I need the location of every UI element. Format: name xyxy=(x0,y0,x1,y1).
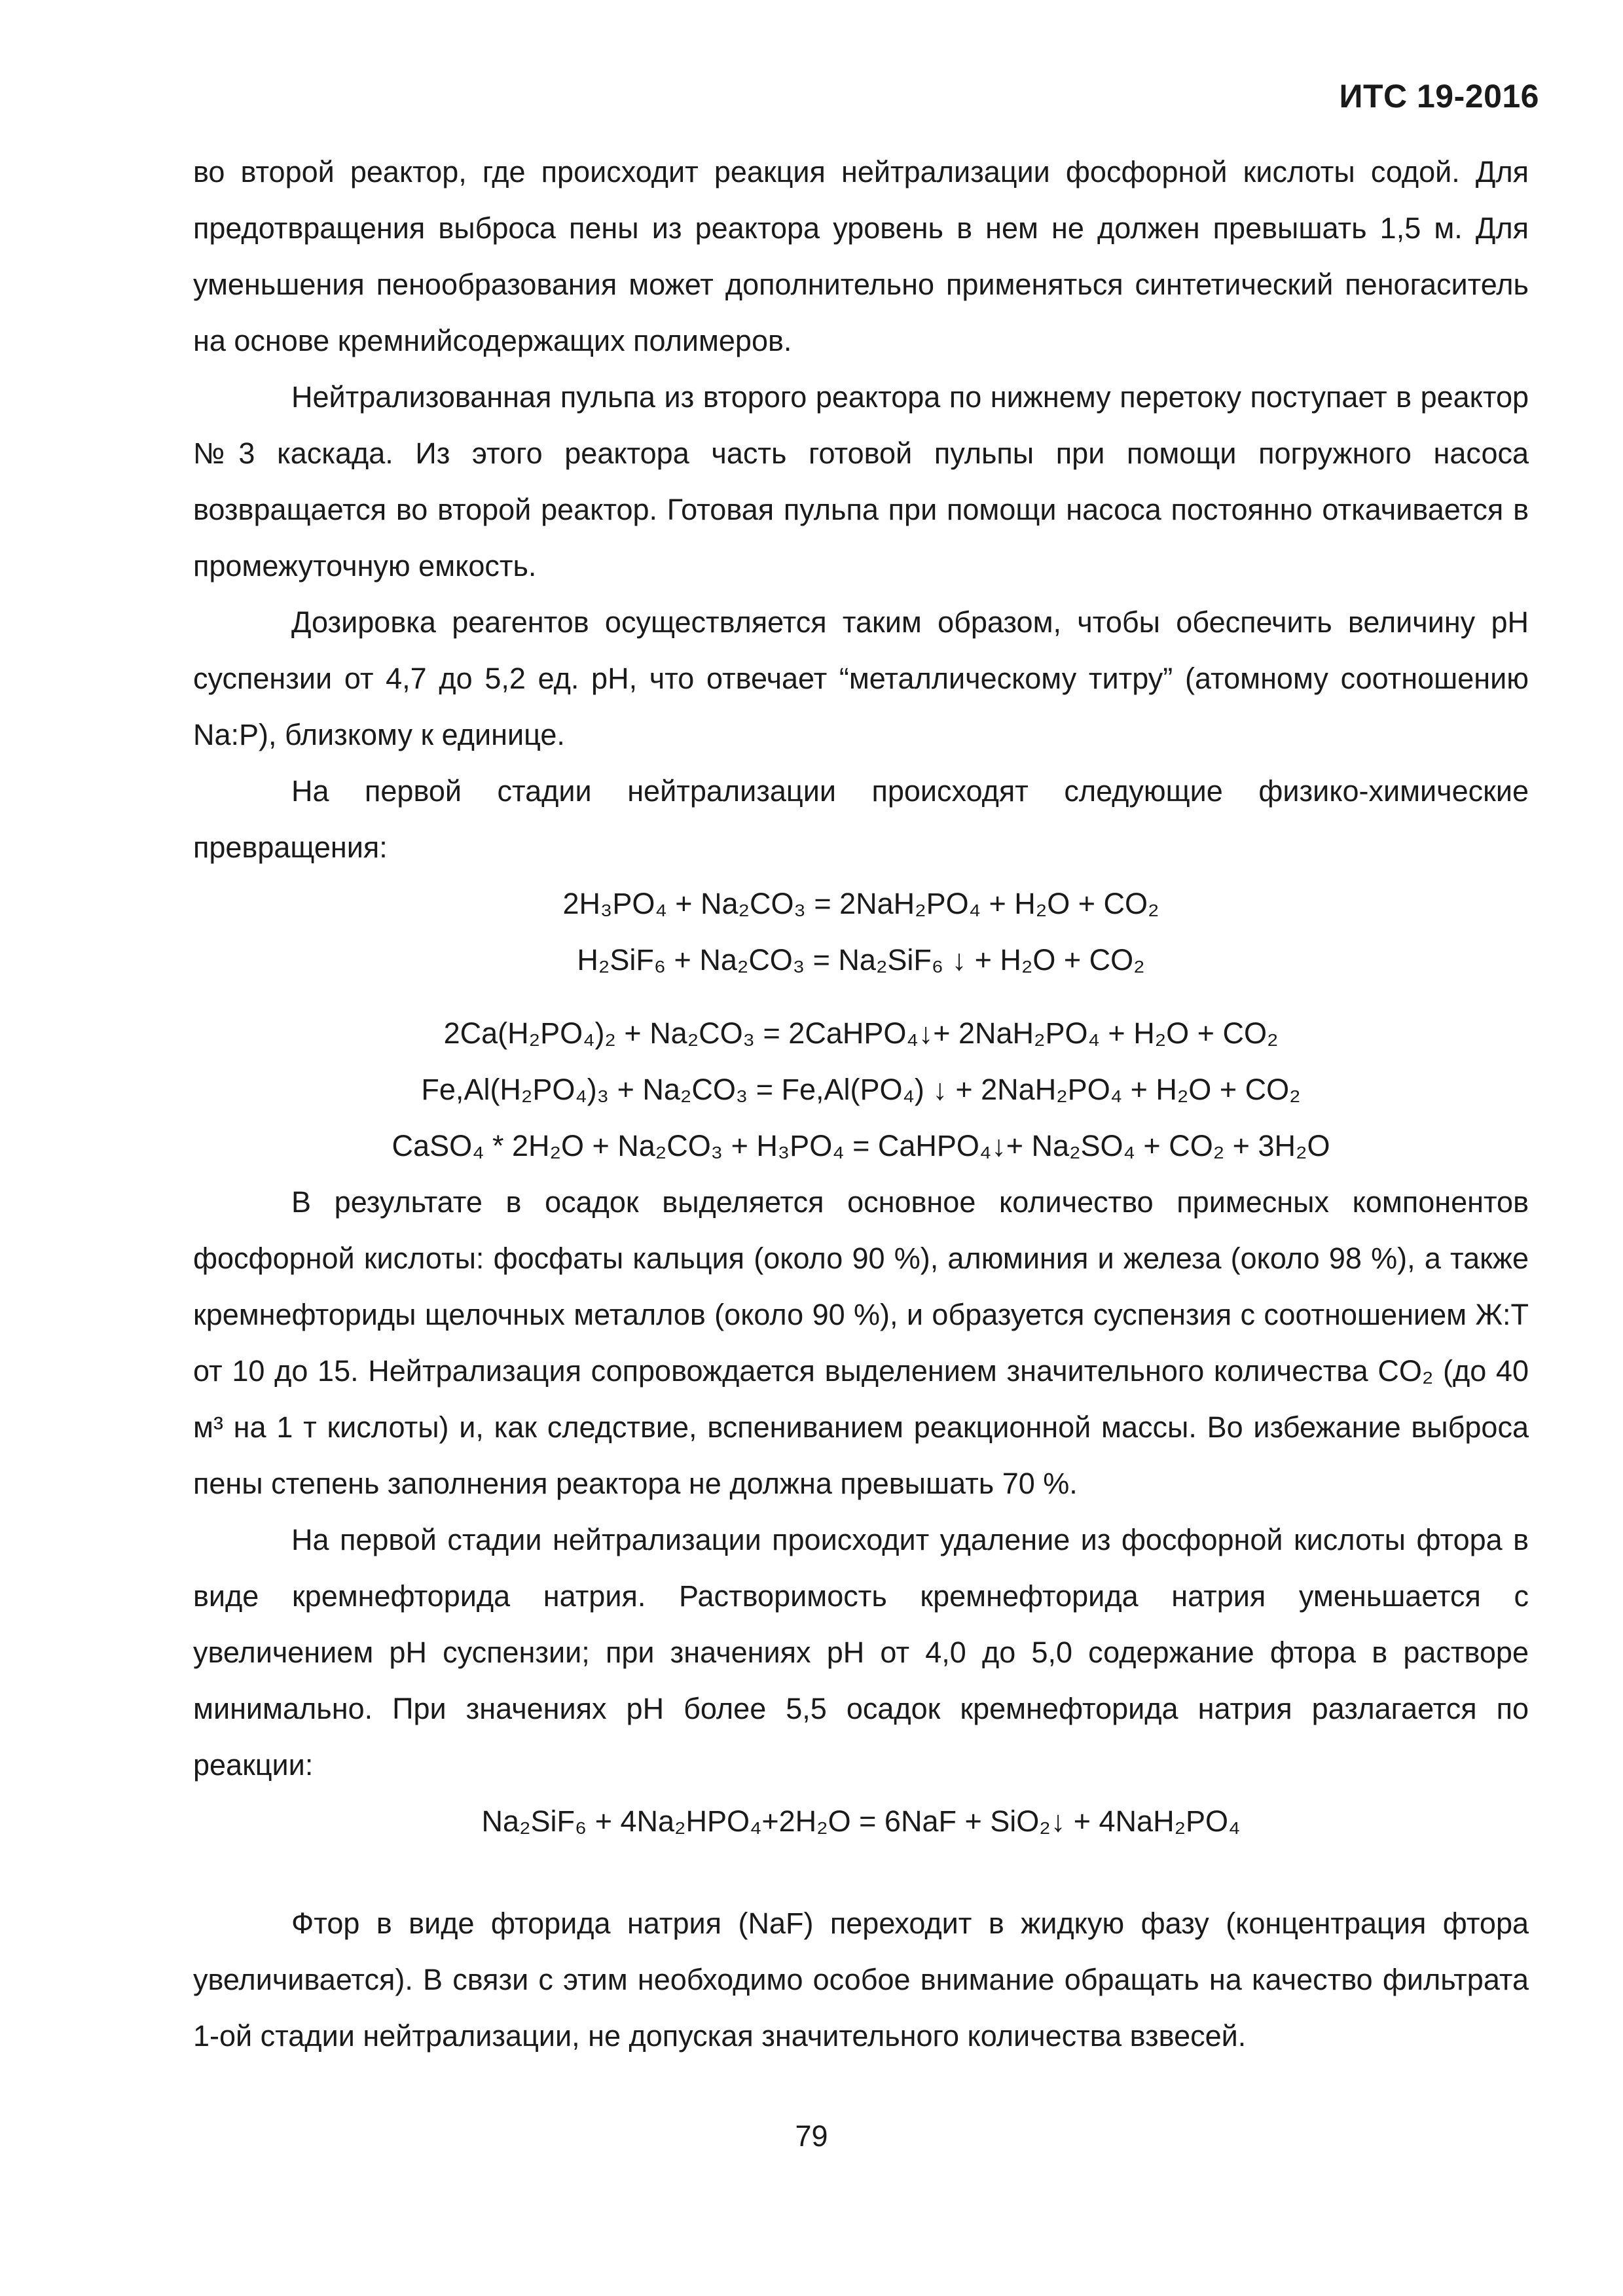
paragraph-6: На первой стадии нейтрализации происходит удаление из фосфорной кислоты фтора в виде кремнефторида натрия. Растворимость кремнефторида натрия уменьшается с увеличением pH суспензии; при значениях pH от 4,0 до 5,0 содержание фтора в растворе минимально. При значениях pH более 5,5 осадок кремнефторида натрия разлагается по реакции: xyxy=(193,1523,1529,1782)
equation-2: H₂SiF₆ + Na₂CO₃ = Na₂SiF₆ ↓ + H₂O + CO₂ xyxy=(577,943,1145,977)
paragraph-7: Фтор в виде фторида натрия (NaF) переходит в жидкую фазу (концентрация фтора увеличивается). В связи с этим необходимо особое внимание обращать на качество фильтрата 1-ой стадии нейтрализации, не допуская значительного количества взвесей. xyxy=(193,1907,1529,2053)
equation-3: 2Ca(H₂PO₄)₂ + Na₂CO₃ = 2CaHPO₄↓+ 2NaH₂PO₄ + H₂O + CO₂ xyxy=(443,1016,1279,1050)
paragraph-2: Нейтрализованная пульпа из второго реактора по нижнему перетоку поступает в реактор №3 каскада. Из этого реактора часть готовой пульпы при помощи погружного насоса возвращается во второй реактор. Готовая пульпа при помощи насоса постоянно откачивается в промежуточную емкость. xyxy=(193,380,1529,583)
paragraph-5: В результате в осадок выделяется основное количество примесных компонентов фосфорной кислоты: фосфаты кальция (около 90 %), алюминия и железа (около 98 %), а также кремнефториды щелочных металлов (около 90 %), и образуется суспензия с соотношением Ж:Т от 10 до 15. Нейтрализация сопровождается выделением значительного количества CO₂ (до 40 м³ на 1 т кислоты) и, как следствие, вспениванием реакционной массы. Во избежание выброса пены степень заполнения реактора не должна превышать 70 %. xyxy=(193,1185,1529,1500)
equation-5: CaSO₄ * 2H₂O + Na₂CO₃ + H₃PO₄ = CaHPO₄↓+ Na₂SO₄ + CO₂ + 3H₂O xyxy=(392,1129,1330,1162)
document-code: ИТС 19-2016 xyxy=(1339,78,1539,115)
document-body xyxy=(193,144,1529,2064)
paragraph-1: во второй реактор, где происходит реакция нейтрализации фосфорной кислоты содой. Для предотвращения выброса пены из реактора уровень в нем не должен превышать 1,5 м. Для уменьшения пенообразования может дополнительно применяться синтетический пеногаситель на основе кремнийсодержащих полимеров. xyxy=(193,155,1529,357)
equation-4: Fe,Al(H₂PO₄)₃ + Na₂CO₃ = Fe,Al(PO₄) ↓ + 2NaH₂PO₄ + H₂O + CO₂ xyxy=(421,1073,1301,1106)
paragraph-3: Дозировка реагентов осуществляется таким образом, чтобы обеспечить величину pH суспензии от 4,7 до 5,2 ед. pH, что отвечает “металлическому титру” (атомному соотношению Na:P), близкому к единице. xyxy=(193,605,1529,751)
equation-6: Na₂SiF₆ + 4Na₂HPO₄+2H₂O = 6NaF + SiO₂↓ + 4NaH₂PO₄ xyxy=(481,1804,1241,1838)
equation-1: 2H₃PO₄ + Na₂CO₃ = 2NaH₂PO₄ + H₂O + CO₂ xyxy=(562,887,1159,920)
page-number: 79 xyxy=(795,2119,828,2153)
paragraph-4: На первой стадии нейтрализации происходят следующие физико-химические превращения: xyxy=(193,774,1529,864)
